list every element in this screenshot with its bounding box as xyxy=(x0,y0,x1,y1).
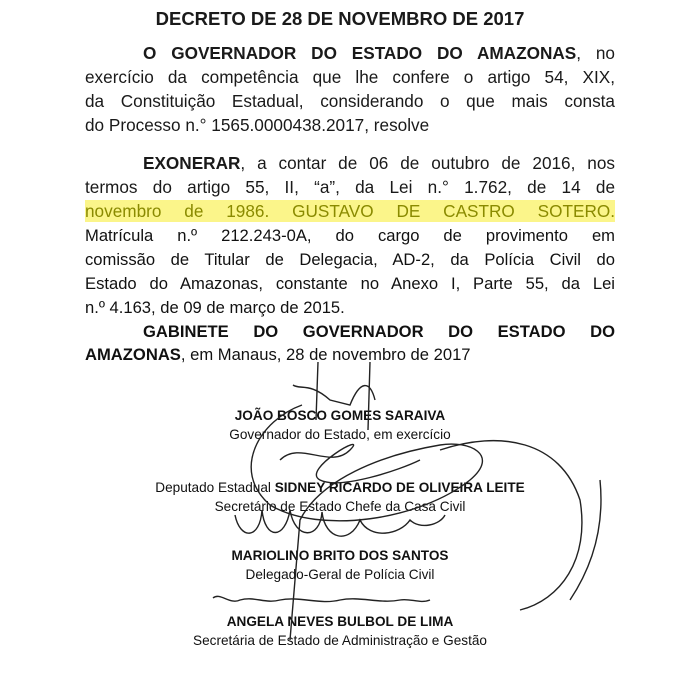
resolution-line-5: comissão de Titular de Delegacia, AD-2, da Polícia Civil do xyxy=(85,250,615,269)
signatory-role-3: Delegado-Geral de Polícia Civil xyxy=(245,567,435,582)
preamble-line-3: da Constituição Estadual, considerando o que mais consta xyxy=(85,91,615,111)
signatory-role-4: Secretária de Estado de Administração e Gestão xyxy=(193,633,487,648)
closing-line-2 xyxy=(85,344,615,366)
exonerar-heading: EXONERAR xyxy=(143,153,241,173)
signatory-name-2 xyxy=(0,479,680,496)
signatory-role-1: Governador do Estado, em exercício xyxy=(229,427,451,442)
highlighted-name-line: novembro de 1986. GUSTAVO DE CASTRO SOTERO. xyxy=(85,201,615,221)
governor-heading: O GOVERNADOR DO ESTADO DO AMAZONAS xyxy=(143,43,577,63)
resolution-line-4: Matrícula n.º 212.243-0A, do cargo de provimento em xyxy=(85,226,615,245)
text: SIDNEY RICARDO DE OLIVEIRA LEITE xyxy=(274,480,525,495)
resolution-line-7: n.º 4.163, de 09 de março de 2015. xyxy=(85,298,345,317)
text: , no xyxy=(576,43,615,63)
preamble-line-1 xyxy=(143,42,615,64)
text: , em Manaus, 28 de novembro de 2017 xyxy=(180,345,471,364)
preamble-line-2: exercício da competência que lhe confere o artigo 54, XIX, xyxy=(85,67,615,87)
preamble-line-4: do Processo n.° 1565.0000438.2017, resolve xyxy=(85,115,430,135)
resolution-line-1 xyxy=(143,152,615,174)
resolution-line-6: Estado do Amazonas, constante no Anexo I, Parte 55, da Lei xyxy=(85,274,615,293)
resolution-line-2: termos do artigo 55, II, “a”, da Lei n.° 1.762, de 14 de xyxy=(85,177,615,197)
text: , a contar de 06 de outubro de 2016, nos xyxy=(240,153,615,173)
closing-line-1: GABINETE DO GOVERNADOR DO ESTADO DO xyxy=(143,322,615,341)
signatory-name-4: ANGELA NEVES BULBOL DE LIMA xyxy=(226,614,454,629)
text: Deputado Estadual xyxy=(155,480,275,495)
signatory-role-2: Secretário de Estado Chefe da Casa Civil xyxy=(214,499,466,514)
signature-civil-house xyxy=(280,441,601,610)
signatory-name-1: JOÃO BOSCO GOMES SARAIVA xyxy=(234,408,446,423)
decree-title: DECRETO DE 28 DE NOVEMBRO DE 2017 xyxy=(155,8,525,29)
text: AMAZONAS xyxy=(85,345,181,364)
signatory-name-3: MARIOLINO BRITO DOS SANTOS xyxy=(231,548,449,563)
signature-administration xyxy=(213,596,430,601)
